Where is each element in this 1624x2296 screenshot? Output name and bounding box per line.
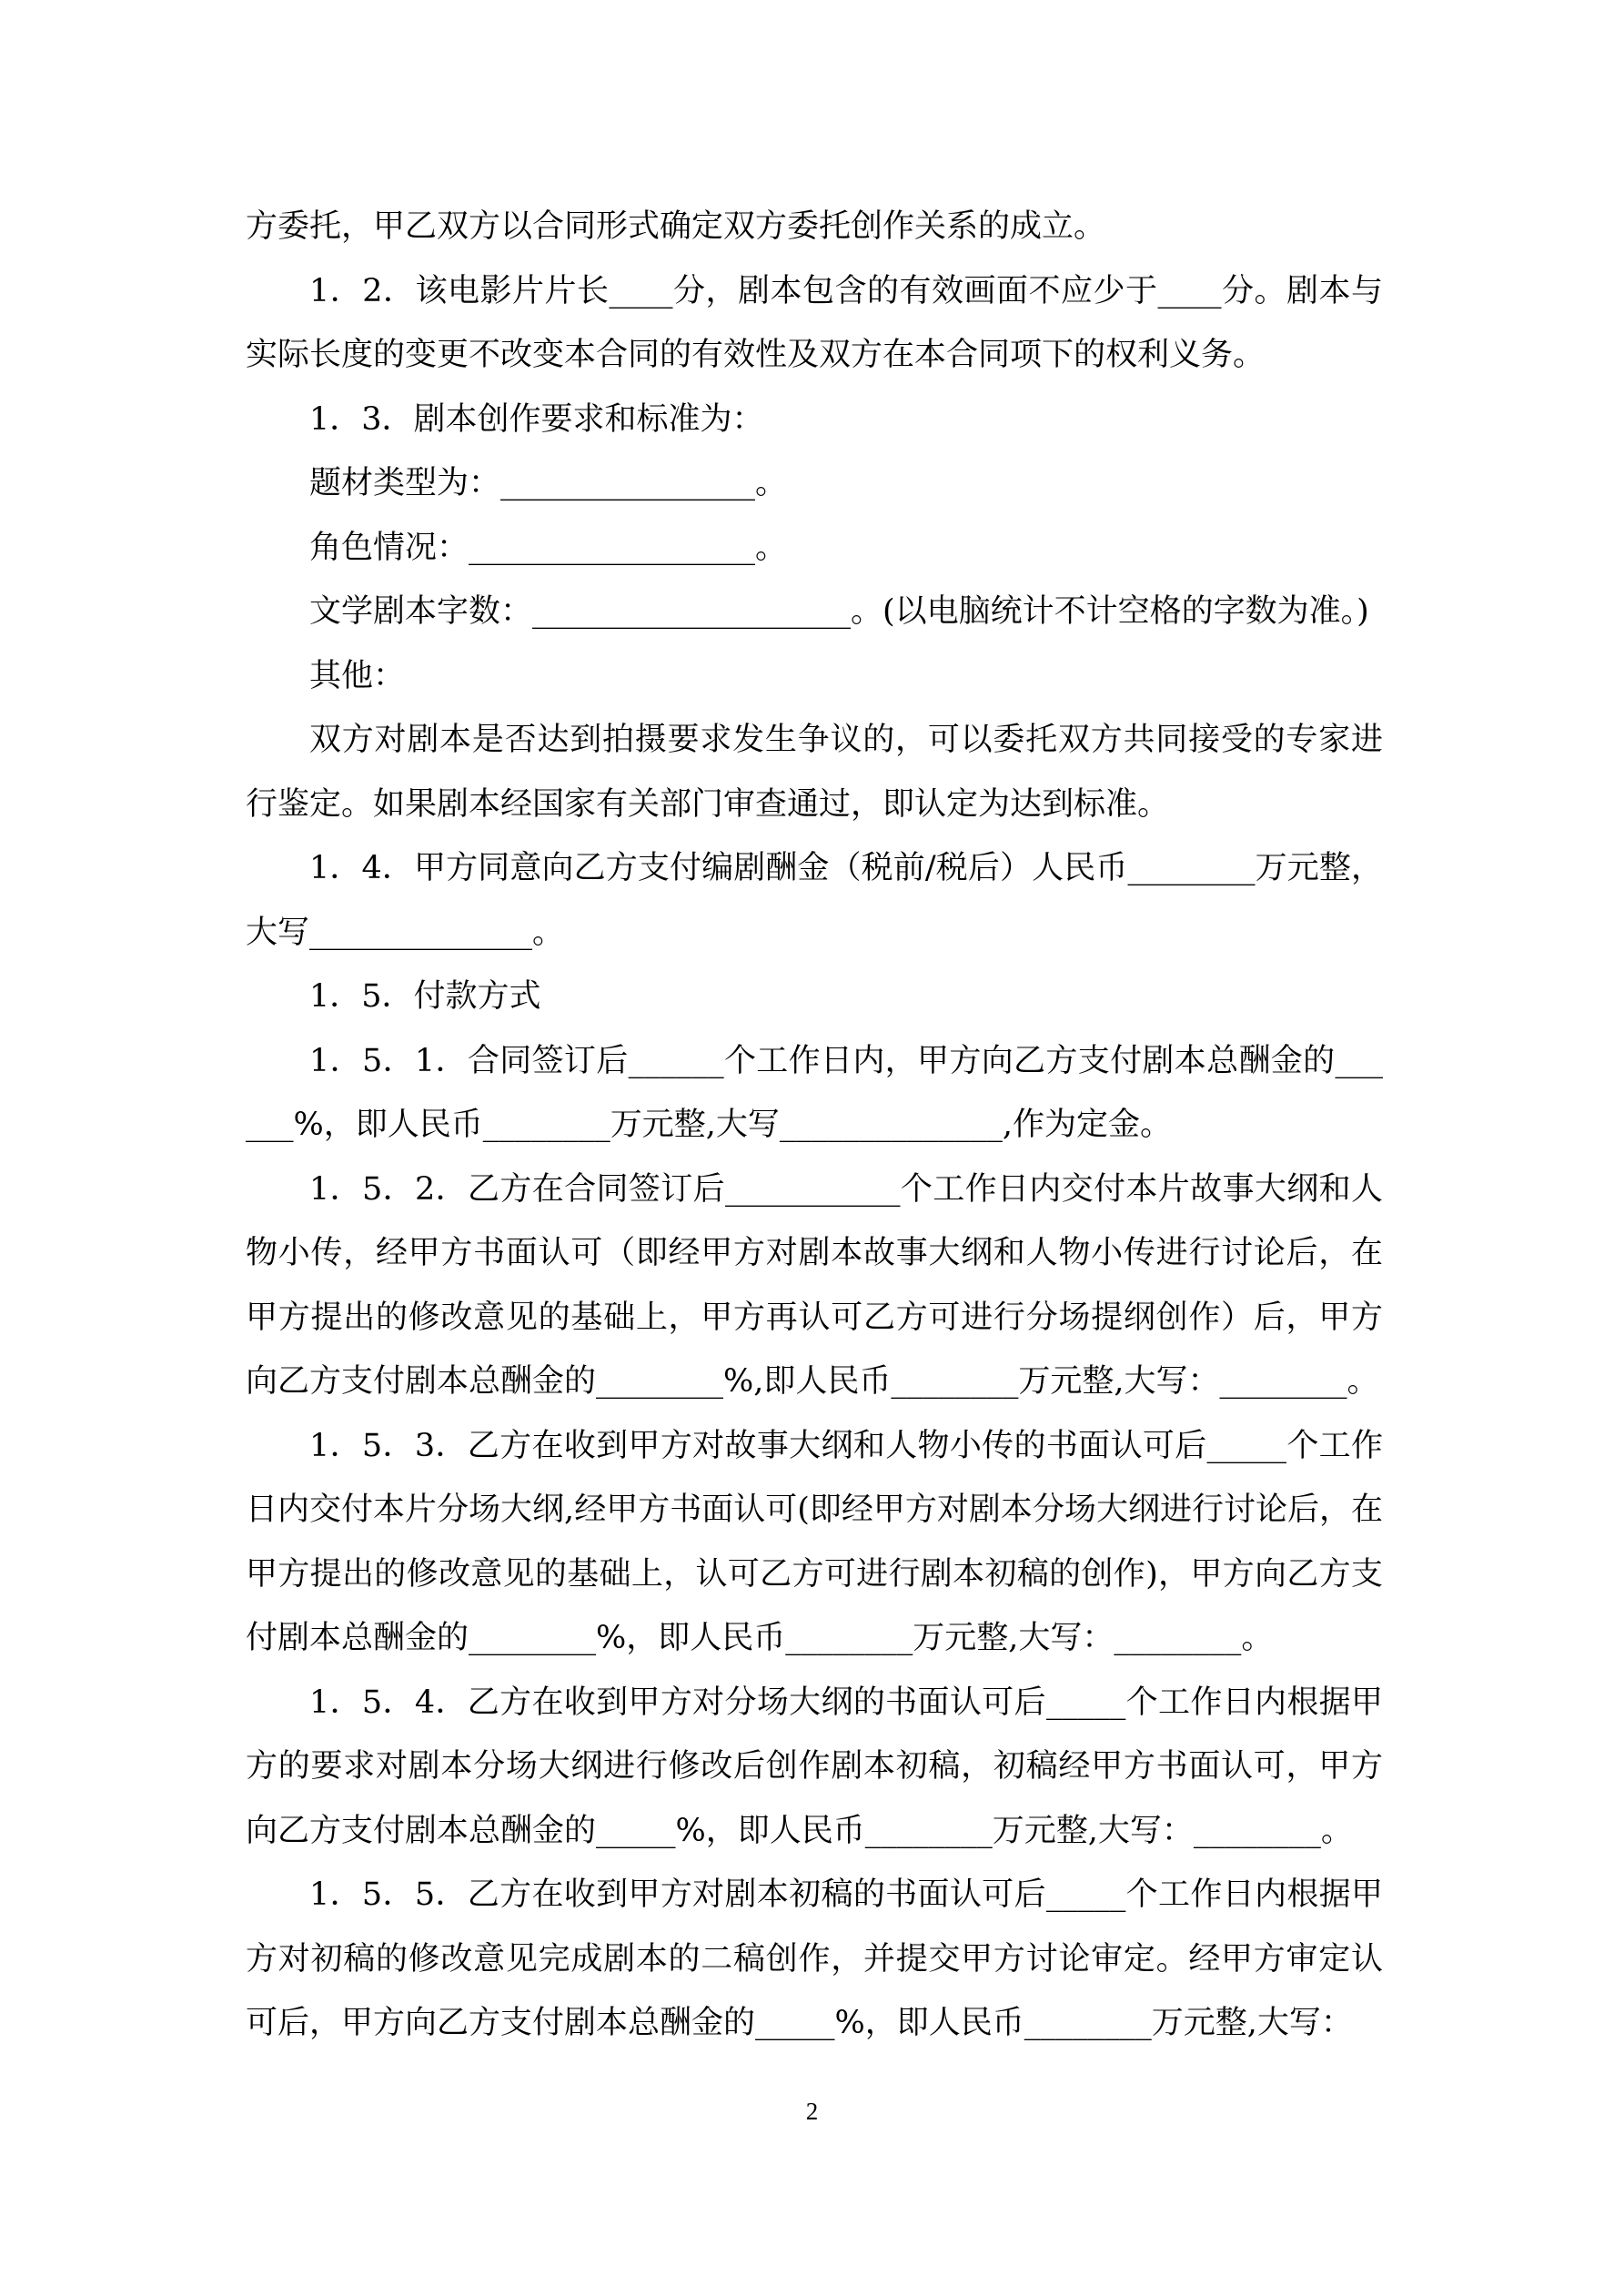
clause-1-5-4: 1．5．4．乙方在收到甲方对分场大纲的书面认可后_____个工作日内根据甲方的要求对剧本分场大纲进行修改后创作剧本初稿，初稿经甲方书面认可，甲方向乙方支付剧本总酬金的_____%，即人民币________万元整,大写：________。	[246, 1684, 1383, 1849]
document-body	[246, 195, 1383, 2056]
clause-1-4: 1．4．甲方同意向乙方支付编剧酬金（税前/税后）人民币________万元整，大写______________。	[246, 850, 1383, 951]
clause-1-2: 1．2．该电影片片长____分，剧本包含的有效画面不应少于____分。剧本与实际长度的变更不改变本合同的有效性及双方在本合同项下的权利义务。	[246, 272, 1383, 373]
clause-1-3-dispute: 双方对剧本是否达到拍摄要求发生争议的，可以委托双方共同接受的专家进行鉴定。如果剧本经国家有关部门审查通过，即认定为达到标准。	[246, 722, 1383, 823]
clause-1-3-other: 其他：	[309, 657, 406, 694]
clause-1-5-1: 1．5．1．合同签订后______个工作日内，甲方向乙方支付剧本总酬金的______%，即人民币________万元整,大写______________,作为定金。	[246, 1042, 1383, 1143]
clause-1-5-3: 1．5．3．乙方在收到甲方对故事大纲和人物小传的书面认可后_____个工作日内交付本片分场大纲,经甲方书面认可(即经甲方对剧本分场大纲进行讨论后，在甲方提出的修改意见的基础上，认可乙方可进行剧本初稿的创作)，甲方向乙方支付剧本总酬金的________%，即人民币________万元整,大写：________。	[246, 1427, 1383, 1656]
clause-1-3-word-count: 文学剧本字数：____________________。(以电脑统计不计空格的字数为准。)	[309, 593, 1369, 630]
clause-1-5-5: 1．5．5．乙方在收到甲方对剧本初稿的书面认可后_____个工作日内根据甲方对初稿的修改意见完成剧本的二稿创作，并提交甲方讨论审定。经甲方审定认可后，甲方向乙方支付剧本总酬金的_____%，即人民币________万元整,大写：	[246, 1876, 1383, 2041]
clause-1-5: 1．5．付款方式	[309, 978, 541, 1015]
clause-1-3: 1．3．剧本创作要求和标准为：	[309, 400, 764, 438]
clause-1-5-2: 1．5．2．乙方在合同签订后___________个工作日内交付本片故事大纲和人物小传，经甲方书面认可（即经甲方对剧本故事大纲和人物小传进行讨论后，在甲方提出的修改意见的基础上，甲方再认可乙方可进行分场提纲创作）后，甲方向乙方支付剧本总酬金的________%,即人民币________万元整,大写：________。	[246, 1170, 1383, 1400]
page-number: 2	[805, 2098, 819, 2125]
clause-1-3-subject-type: 题材类型为：________________。	[309, 465, 788, 501]
clause-1-3-characters: 角色情况：__________________。	[309, 529, 788, 566]
paragraph-1-1-continuation: 方委托，甲乙双方以合同形式确定双方委托创作关系的成立。	[246, 208, 1106, 245]
